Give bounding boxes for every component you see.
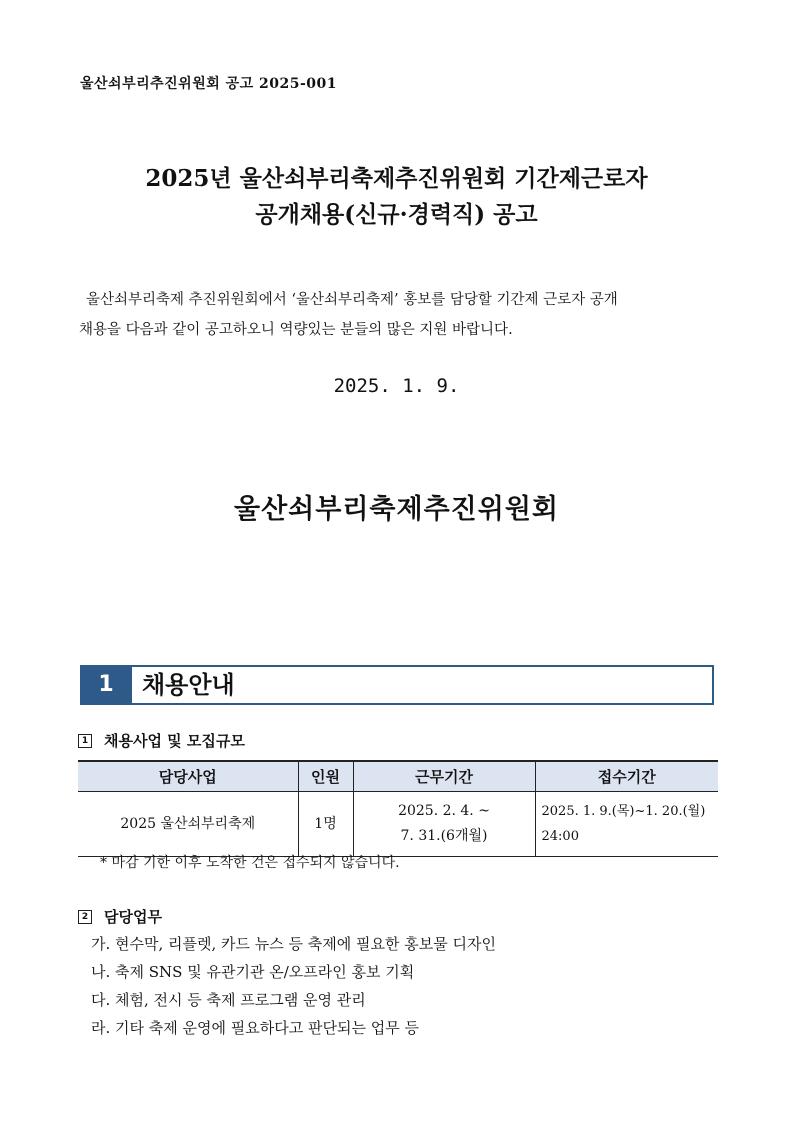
subsection-number-box: 1 [78,734,92,748]
cell-project: 2025 울산쇠부리축제 [78,792,298,857]
table-header-row [78,761,718,792]
cell-headcount: 1명 [298,792,353,857]
table-row [78,792,718,857]
notice-number: 울산쇠부리추진위원회 공고 2025-001 [80,76,338,92]
column-header: 인원 [298,761,353,792]
subsection-title: 채용사업 및 모집규모 [104,732,245,750]
page-title-line1: 2025년 울산쇠부리축제추진위원회 기간제근로자 [145,165,648,192]
cell-work-period [353,792,535,857]
section-number: 1 [80,665,132,705]
intro-line1: 울산쇠부리축제 추진위원회에서 ‘울산쇠부리축제’ 홍보를 담당할 기간제 근로자 공개 [86,292,618,308]
organization-name: 울산쇠부리축제추진위원회 [234,494,559,525]
subsection-title: 담당업무 [104,908,162,926]
deadline-note: * 마감 기한 이후 도착한 건은 접수되지 않습니다. [100,855,400,871]
apply-period-line1: 2025. 1. 9.(목)~1. 20.(월) [541,804,706,819]
duty-item: 나. 축제 SNS 및 유관기관 온/오프라인 홍보 기획 [91,963,415,981]
recruitment-table [78,760,718,857]
duty-item: 다. 체험, 전시 등 축제 프로그램 운영 관리 [91,991,366,1009]
subsection-heading-duties [78,906,162,927]
duty-item: 라. 기타 축제 운영에 필요하다고 판단되는 업무 등 [91,1019,419,1037]
subsection-heading-recruitment [78,730,245,751]
apply-period-line2: 24:00 [541,829,579,844]
column-header: 근무기간 [353,761,535,792]
work-period-line2: 7. 31.(6개월) [400,828,488,844]
work-period-line1: 2025. 2. 4. ~ [398,803,490,819]
column-header: 담당사업 [78,761,298,792]
section-title: 채용안내 [142,671,235,699]
page-title-line2: 공개채용(신규·경력직) 공고 [255,201,538,228]
cell-apply-period [535,792,718,857]
duty-item: 가. 현수막, 리플렛, 카드 뉴스 등 축제에 필요한 홍보물 디자인 [91,935,496,953]
notice-date: 2025. 1. 9. [333,375,460,397]
intro-line2: 채용을 다음과 같이 공고하오니 역량있는 분들의 많은 지원 바랍니다. [79,322,513,338]
column-header: 접수기간 [535,761,718,792]
subsection-number-box: 2 [78,910,92,924]
